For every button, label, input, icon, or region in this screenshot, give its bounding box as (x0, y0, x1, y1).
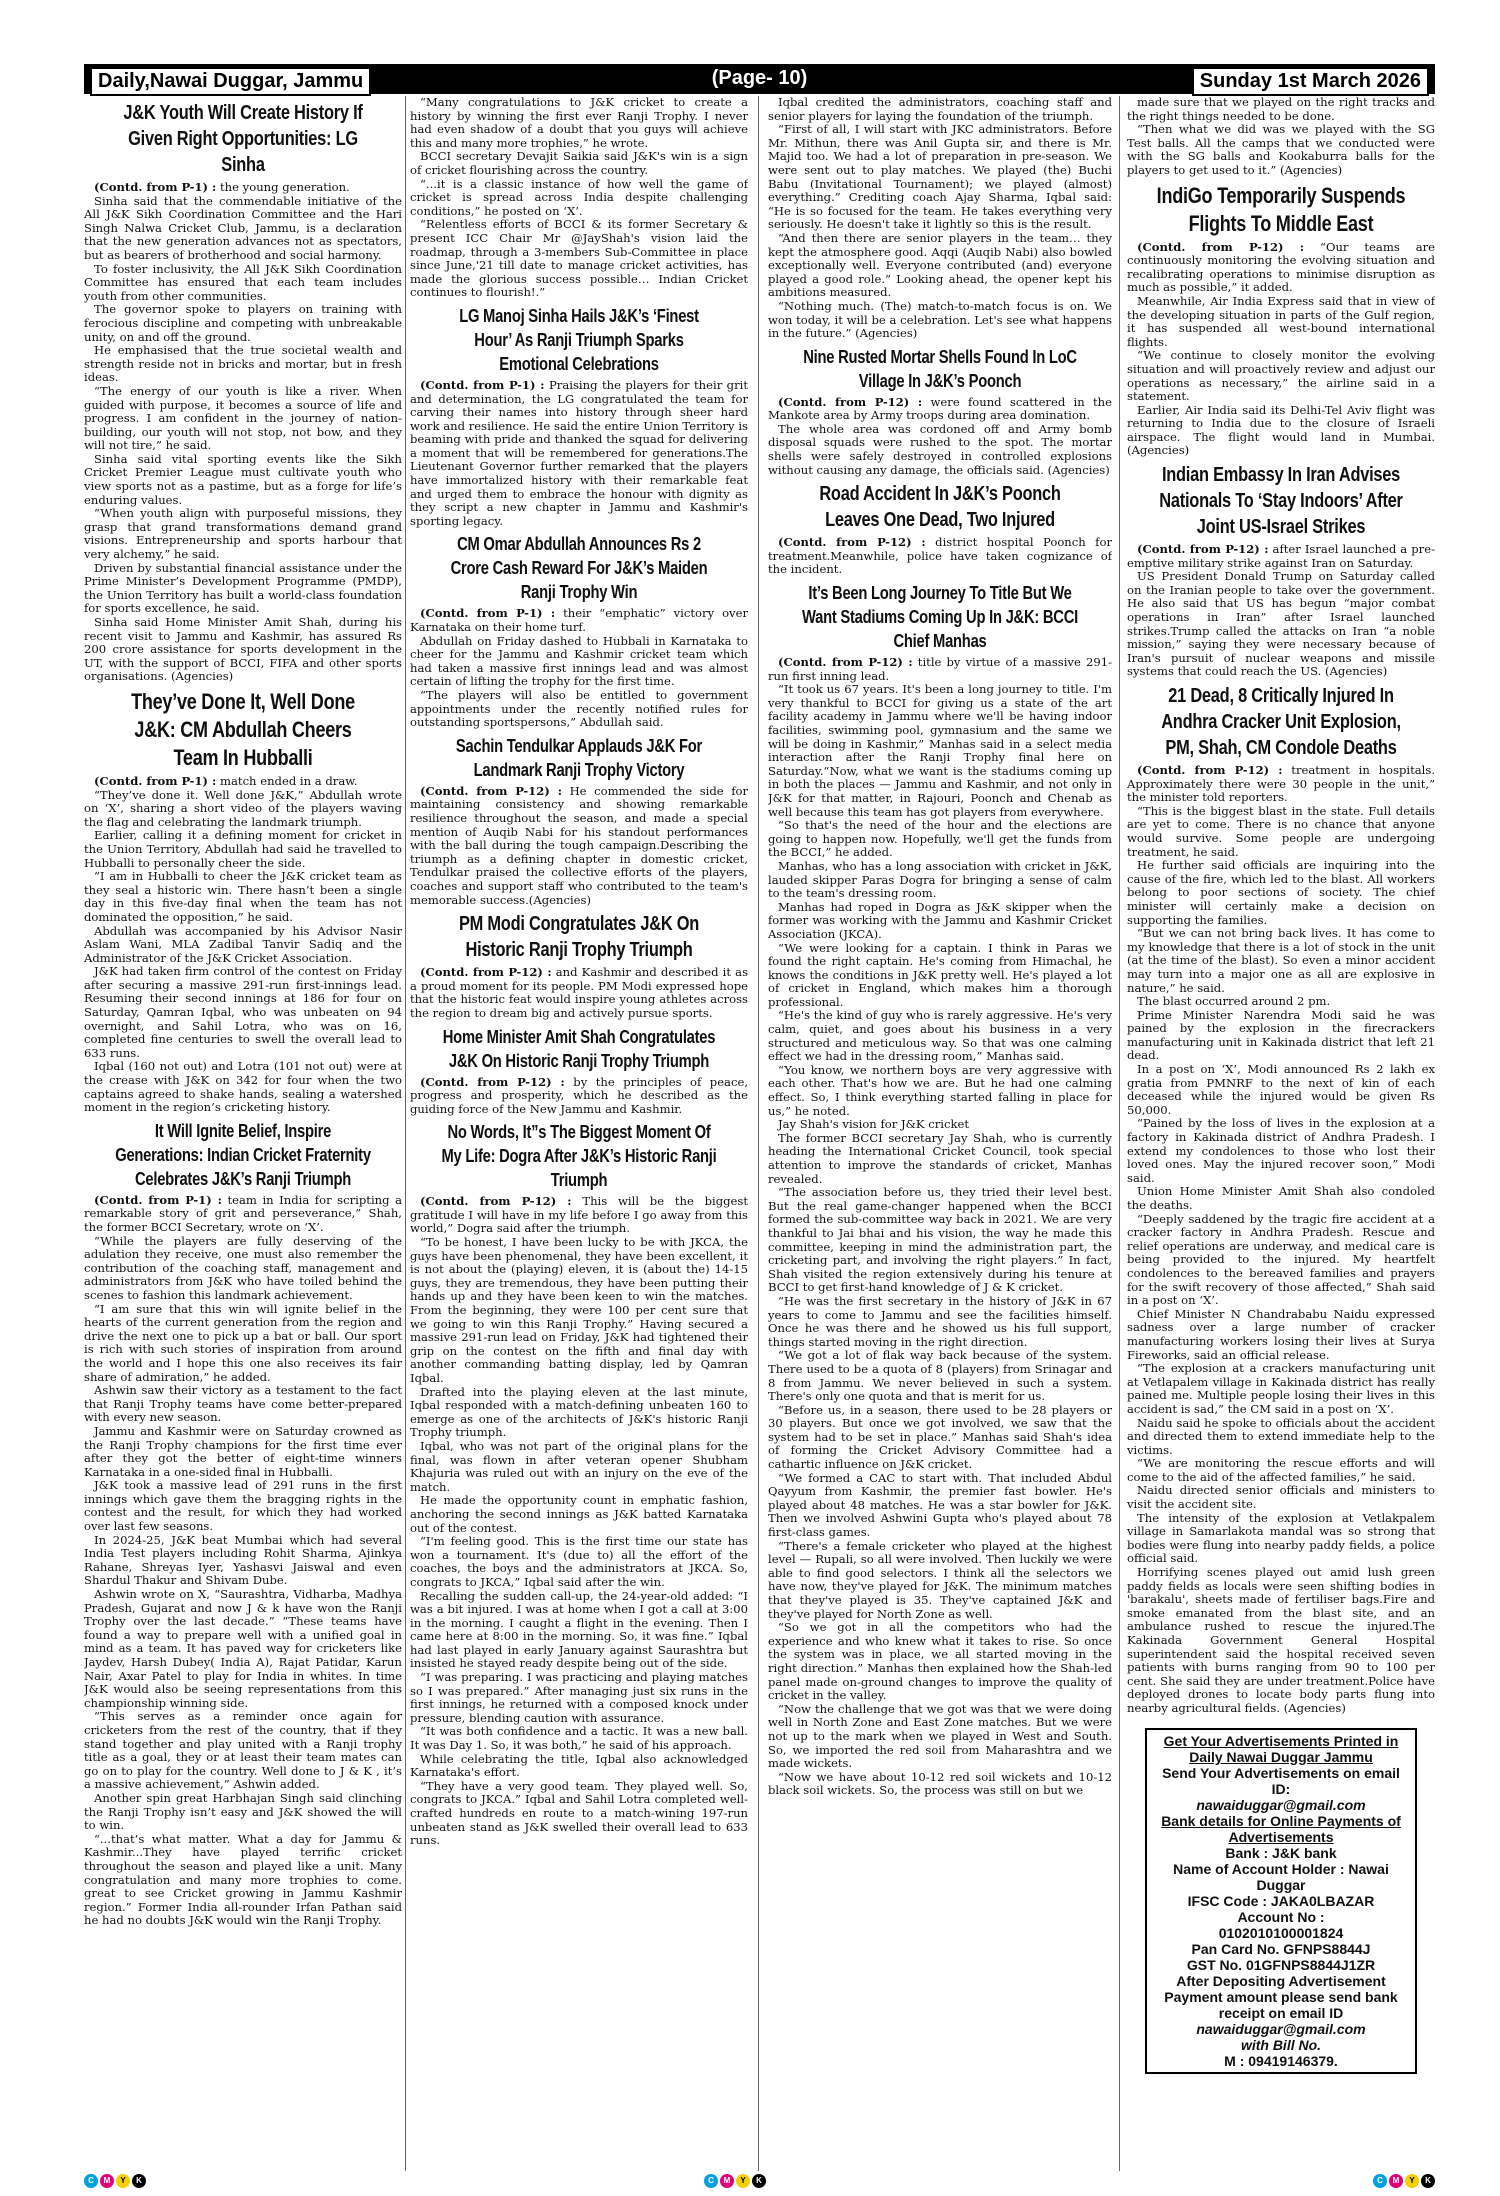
paragraph: “So we got in all the competitors who had the experience and who knew what it takes to rise. So once the system was in place, we all started moving in the right direction.” Manhas then explained how the Shah-led panel made on-ground changes to improve the quality of cricket in the valley. (768, 1620, 1112, 1703)
paragraph: J&K took a massive lead of 291 runs in the first innings which gave them the bragging rights in the contest and the result, for which they had worked over last few seasons. (84, 1478, 402, 1534)
paragraph: He emphasised that the true societal wealth and strength reside not in bricks and mortar, but in fresh ideas. (84, 343, 402, 385)
ad-line: Send Your Advertisements on email ID: (1162, 1764, 1400, 1797)
paragraph: “Then what we did was we played with the SG Test balls. All the camps that we conducted were with the SG balls and Kookaburra balls for the players to get used to it.” (Agencies) (1127, 122, 1435, 177)
paragraph: “Before us, in a season, there used to be 28 players or 30 players. But once we got involved, we saw that the system had to be set in place.” Manhas said Shah's idea of forming the Cricket Advisory Committee had a cathartic influence on J&K cricket. (768, 1402, 1112, 1472)
paragraph: “I was preparing. I was practicing and playing matches so I was prepared.” After managing just six runs in the first innings, he returned with a composed knock under pressure, blending caution with assurance. (410, 1670, 748, 1725)
paragraph: Iqbal (160 not out) and Lotra (101 not out) were at the crease with J&K on 342 for four when the two captains agreed to shake hands, sealing a watershed moment in the region’s cricketing history. (84, 1059, 402, 1115)
paragraph: The whole area was cordoned off and Army bomb disposal squads were rushed to the spot. The mortar shells were safely destroyed in controlled explosions without causing any damage, the officials said. (Agencies) (768, 421, 1112, 477)
paragraph: Abdullah was accompanied by his Advisor Nasir Aslam Wani, MLA Zadibal Tanvir Sadiq and the Administrator of the J&K Cricket Association. (84, 923, 402, 965)
headline-dogra-biggest-moment: No Words, It”s The Biggest Moment Of My Life: Dogra After J&K’s Historic Ranji Triumph (441, 1122, 717, 1191)
headline-bcci-chief-manhas: It’s Been Long Journey To Title But We Want Stadiums Coming Up In J&K: BCCI Chief Manhas (802, 583, 1078, 652)
headline-amit-shah: Home Minister Amit Shah Congratulates J&K On Historic Ranji Trophy Triumph (442, 1026, 716, 1071)
paragraph: “First of all, I will start with JKC administrators. Before Mr. Mithun, there was Anil Gupta sir, and there is Mr. Majid too. We had a lot of preparation in pre-season. We were sent out to play matches. We played (the) Buchi Babu (Invitational Tournament); we played (almost) everything.” Crediting coach Ajay Sharma, Iqbal said: “He is so focused for the team. He takes everything very seriously. He doesn't take it lightly so this is the result. (768, 122, 1112, 232)
paragraph: He commended the side for maintaining consistency and showing remarkable resilience throughout the season, and made a special mention of Auqib Nabi for his standout performances with the ball during the tough campaign.Describing the triumph as a defining chapter in domestic cricket, Tendulkar praised the collective efforts of the players, coaches and support staff who contributed to the team's memorable success.(Agencies) (410, 783, 748, 907)
paragraph: “They have a very good team. They played well. So, congrats to JKCA.” Iqbal and Sahil Lotra completed well-crafted hundreds en route to a match-wining 197-run unbeaten stand as J&K swelled their overall lead to 633 runs. (410, 1778, 748, 1848)
paragraph: “When youth align with purposeful missions, they grasp that grand transformations demand grand visions. Entrepreneurship and sports harbour that very alchemy,” he said. (84, 506, 402, 562)
paragraph: Abdullah on Friday dashed to Hubbali in Karnataka to cheer for the Jammu and Kashmir cricket team which had taken a massive first innings lead and was almost certain of lifting the trophy for the first time. (410, 633, 748, 689)
contd-label: (Contd. from P-12) : (420, 1074, 565, 1089)
ad-line: Bank details for Online Payments of Advertisements (1161, 1812, 1401, 1845)
column-3 (768, 96, 1112, 2171)
paragraph: Union Home Minister Amit Shah also condoled the deaths. (1127, 1184, 1435, 1212)
ad-line: Get Your Advertisements Printed in (1163, 1732, 1399, 1749)
paragraph: “I am sure that this win will ignite belief in the hearts of the current generation from the region and drive the next one to pick up a bat or ball. Our sport is rich with such stories of inspiration from around the world and I hope this one also receives its fair share of admiration,” he added. (84, 1301, 402, 1384)
cyan-mark-icon: C (1373, 2174, 1387, 2188)
paragraph: He made the opportunity count in emphatic fashion, anchoring the second innings as J&K batted Karnataka out of the contest. (410, 1493, 748, 1535)
paragraph: Praising the players for their grit and determination, the LG congratulated the team for carving their names into history through sheer hard work and resilience. He said the entire Union Territory is beaming with pride and thanked the squad for delivering a moment that will be remembered for generations.The Lieutenant Governor further remarked that the players have immortalized history with their remarkable feat and urged them to embrace the honour with dignity as they script a new chapter in Jammu and Kashmir's sporting legacy. (410, 377, 748, 528)
headline-lg-sinha-youth: J&K Youth Will Create History If Given Right Opportunities: LG Sinha (123, 102, 363, 176)
paragraph: “Our teams are continuously monitoring the evolving situation and recalibrating operations to minimise disruption as much as possible,” it added. (1127, 239, 1435, 295)
paragraph: Earlier, Air India said its Delhi-Tel Aviv flight was returning to India due to the closure of Israeli airspace. The flight would land in Mumbai. (Agencies) (1127, 402, 1435, 458)
paragraph: In 2024-25, J&K beat Mumbai which had several India Test players including Rohit Sharma, Ajinkya Rahane, Shreyas Iyer, Yashasvi Jaiswal and even Shardul Thakur and Shivam Dube. (84, 1532, 402, 1588)
paragraph: “We formed a CAC to start with. That included Abdul Qayyum from Kashmir, the premier fast bowler. He's played about 48 matches. He was a star bowler for J&K. Then we involved Ashwini Gupta who's played about 78 first-class games. (768, 1470, 1112, 1540)
paragraph: “We got a lot of flak way back because of the system. There used to be a quota of 8 (players) from Srinagar and 8 from Jammu. We never believed in such a system. There's only one quota and that is merit for us. (768, 1348, 1112, 1404)
paragraph: “It was both confidence and a tactic. It was a new ball. It was Day 1. So, it was both,” he said of his approach. (410, 1724, 748, 1753)
ad-line: IFSC Code : JAKA0LBAZAR (1187, 1892, 1375, 1909)
column-divider (405, 96, 406, 2171)
paragraph: “The explosion at a crackers manufacturing unit at Vetlapalem village in Kakinada district has really pained me. Multiple people losing their lives in this accident is sad,” the CM said in a post on ‘X’. (1127, 1361, 1435, 1416)
paragraph: Prime Minister Narendra Modi said he was pained by the explosion in the firecrackers manufacturing unit in Kakinada district that left 21 dead. (1127, 1007, 1435, 1063)
paragraph: “I am in Hubballi to cheer the J&K cricket team as they seal a historic win. There hasn’t been a single day in this five-day final when the team has not dominated the opposition,” he said. (84, 869, 402, 924)
headline-cricket-fraternity: It Will Ignite Belief, Inspire Generations: Indian Cricket Fraternity Celebrates J&K’s Ranji Triumph (115, 1120, 371, 1189)
contd-label: (Contd. from P-1) : (420, 606, 556, 621)
paragraph: “The energy of our youth is like a river. When guided with purpose, it becomes a source of life and progress. I am confident in the journey of nation-building, our youth will not stop, not bow, and they will not tire,” he said. (84, 383, 402, 453)
paragraph: “Nothing much. (The) match-to-match focus is on. We won today, it will be a celebration. Let's see what happens in the future.” (Agencies) (768, 298, 1112, 341)
paragraph: “We are monitoring the rescue efforts and will come to the aid of the affected families,” he said. (1127, 1456, 1435, 1484)
paragraph: “Now the challenge that we got was that we were doing well in North Zone and East Zone matches. But we were not up to the mark when we played in West and South. So, we imported the red soil from Maharashtra and we made wickets. (768, 1701, 1112, 1771)
headline-pm-modi: PM Modi Congratulates J&K On Historic Ranji Trophy Triumph (458, 913, 700, 962)
contd-label: (Contd. from P-1) : (94, 180, 217, 194)
newspaper-name: Daily,Nawai Duggar, Jammu (90, 67, 371, 96)
paragraph: Earlier, calling it a defining moment for cricket in the Union Territory, Abdullah had said he travelled to Hubballi to personally cheer the side. (84, 828, 402, 870)
headline-mortar-shells: Nine Rusted Mortar Shells Found In LoC Village In J&K’s Poonch (803, 346, 1077, 391)
column-divider (1119, 96, 1120, 2171)
advertisement-box (1145, 1728, 1417, 2074)
paragraph: “Relentless efforts of BCCI & its former Secretary & present ICC Chair Mr @JayShah's vision laid the roadmap, through a 3-members Sub-Committee in place since June,'21 till date to manage cricket activities, has made the glorious success possible… Indian Cricket continues to flourish!.” (410, 217, 748, 300)
magenta-mark-icon: M (720, 2174, 734, 2188)
paragraph: made sure that we played on the right tracks and the right things needed to be done. (1127, 96, 1435, 123)
paragraph: “This serves as a reminder once again for cricketers from the rest of the country, that if they stand together and play united with a Ranji trophy title as a goal, they or at least their team mates can go on to play for the country. Well done to J & K , it’s a massive achievement,” Ashwin added. (84, 1709, 402, 1792)
paragraph: Ashwin saw their victory as a testament to the fact that Ranji Trophy teams have come better-prepared with every new season. (84, 1383, 402, 1425)
page-number: (Page- 10) (711, 67, 808, 89)
paragraph: Sinha said that the commendable initiative of the All J&K Sikh Coordination Committee and the Hari Singh Nalwa Cricket Club, Jammu, is a declaration that the new generation advances not as spectators, but as bearers of brotherhood and social harmony. (84, 193, 402, 262)
ad-email: nawaiduggar@gmail.com (1196, 1796, 1366, 1813)
paragraph: “Now we have about 10-12 red soil wickets and 10-12 black soil wickets. So, the process was still on but we (768, 1769, 1112, 1798)
contd-label: (Contd. from P-12) : (778, 535, 926, 550)
contd-label: (Contd. from P-12) : (420, 965, 552, 980)
paragraph: He further said officials are inquiring into the cause of the fire, which led to the blast. All workers belong to poor sections of society. The chief minister will certainly make a decision on supporting the families. (1127, 858, 1435, 927)
paragraph: Drafted into the playing eleven at the last minute, Iqbal responded with a match-defining unbeaten 160 to emerge as one of the architects of J&K's historic Ranji Trophy triumph. (410, 1384, 748, 1440)
paragraph: Driven by substantial financial assistance under the Prime Minister’s Development Programme (PMDP), the Union Territory has built a world-class foundation for sports excellence, he said. (84, 560, 402, 616)
paragraph: team in India for scripting a remarkable story of grit and perseverance,” Shah, the former BCCI Secretary, wrote on ‘X’. (84, 1192, 402, 1234)
yellow-mark-icon: Y (736, 2174, 750, 2188)
paragraph: “He's the kind of guy who is rarely aggressive. He's very calm, quiet, and goes about his business in a very structured and meticulous way. So that was one calming effect we had in the dressing room,” Manhas said. (768, 1008, 1112, 1064)
cyan-mark-icon: C (704, 2174, 718, 2188)
paragraph: their “emphatic” victory over Karnataka on their home turf. (410, 606, 748, 635)
ad-line: Bank : J&K bank (1225, 1844, 1337, 1861)
paragraph: were found scattered in the Mankote area by Army troops during area domination. (768, 394, 1112, 423)
paragraph: “...it is a classic instance of how well the game of cricket is spread across India despite challenging conditions,” he posted on ‘X’. (410, 176, 748, 218)
column-4 (1127, 96, 1435, 2171)
paragraph: “It took us 67 years. It's been a long journey to title. I'm very thankful to BCCI for giving us a state of the art facility academy in Jammu where we'll be having indoor facilities, swimming pool, gymnasium and the same we will be doing in Kashmir,” Manhas said in a select media interaction after the Ranji Trophy final here on Saturday.“Now, what we want is the stadiums coming up in both the places — Jammu and Kashmir, and not only in J&K for that matter, in Rajouri, Poonch and Chenab as well because this team has got players from everywhere. (768, 682, 1112, 819)
ad-line: GST No. 01GFNPS8844J1ZR (1186, 1956, 1376, 1973)
contd-label: (Contd. from P-1) : (94, 1192, 222, 1207)
paragraph: “You know, we northern boys are very aggressive with each other. That's how we are. But he had one calming effect. So, I think everything started falling in place for us,” he noted. (768, 1062, 1112, 1118)
ad-line: Pan Card No. GFNPS8844J (1191, 1940, 1371, 1957)
cmyk-marks-right (1373, 2174, 1435, 2188)
headline-andhra-explosion: 21 Dead, 8 Critically Injured In Andhra Cracker Unit Explosion, PM, Shah, CM Condole Deaths (1161, 685, 1401, 759)
paragraph: Jammu and Kashmir were on Saturday crowned as the Ranji Trophy champions for the first time ever after they got the better of eight-time winners Karnataka in a one-sided final in Hubballi. (84, 1423, 402, 1479)
headline-lg-finest-hour: LG Manoj Sinha Hails J&K’s ‘Finest Hour’ As Ranji Triumph Sparks Emotional Celebrations (459, 305, 699, 374)
black-mark-icon: K (1421, 2174, 1435, 2188)
paragraph: The intensity of the explosion at Vetlakpalem village in Samarlakota mandal was so strong that bodies were flung into nearby paddy fields, a police official said. (1127, 1510, 1435, 1566)
ad-line: Name of Account Holder : Nawai Duggar (1173, 1860, 1389, 1893)
paragraph: Iqbal credited the administrators, coaching staff and senior players for laying the foundation of the triumph. (768, 96, 1112, 123)
paragraph: The governor spoke to players on training with ferocious discipline and competing with unbreakable unity, on and off the ground. (84, 302, 402, 344)
cmyk-marks-left (84, 2174, 146, 2188)
paragraph: the young generation. (220, 180, 350, 194)
paragraph: “The association before us, they tried their level best. But the real game-changer happened when the BCCI formed the sub-committee way back in 2021. We are very thankful to Jai bhai and his vision, the way he made this committee, keeping in mind the administration part, the cricketing part, and involving the right players.” In fact, Shah visited the region extensively during his tenure at BCCI to get first-hand knowledge of J & K cricket. (768, 1185, 1112, 1295)
paragraph: In a post on ‘X’, Modi announced Rs 2 lakh ex gratia from PMNRF to the next of kin of each deceased while the injured would be given Rs 50,000. (1127, 1062, 1435, 1117)
paragraph: “Pained by the loss of lives in the explosion at a factory in Kakinada district of Andhra Pradesh. I extend my condolences to those who lost their loved ones. May the injured recover soon,” Modi said. (1127, 1116, 1435, 1185)
paragraph: title by virtue of a massive 291-run first inning lead. (768, 655, 1112, 683)
headline-cm-abdullah-cheers: They’ve Done It, Well Done J&K: CM Abdullah Cheers Team In Hubballi (131, 688, 355, 770)
paragraph: Naidu directed senior officials and ministers to visit the accident site. (1127, 1483, 1435, 1512)
paragraph: J&K had taken firm control of the contest on Friday after securing a massive 291-run first-innings lead. Resuming their second innings at 186 for four on Saturday, Qamran Iqbal, who was unbeaten on 94 overnight, and Sahil Lotra, who was on 16, completed fine centuries to swell the overall lead to 633 runs. (84, 964, 402, 1060)
ad-line: Daily Nawai Duggar Jammu (1189, 1748, 1373, 1765)
column-divider (758, 96, 759, 2171)
yellow-mark-icon: Y (116, 2174, 130, 2188)
ad-phone: M : 09419146379. (1224, 2052, 1338, 2069)
contd-label: (Contd. from P-12) : (778, 394, 923, 409)
paragraph: Jay Shah's vision for J&K cricket (778, 1117, 970, 1132)
paragraph: “He was the first secretary in the history of J&K in 67 years to come to Jammu and see the facilities himself. Once he was there and he showed us his full support, things started moving in the right direction. (768, 1293, 1112, 1349)
ad-line: with Bill No. (1240, 2036, 1322, 2053)
paragraph: treatment in hospitals. Approximately there were 30 people in the unit,” the minister told reporters. (1127, 763, 1435, 805)
paragraph: “But we can not bring back lives. It has come to my knowledge that there is a lot of stock in the unit (at the time of the blast). So even a minor accident may turn into a major one as all are explosive in nature,” he said. (1127, 926, 1435, 995)
footer-registration-marks (84, 2174, 1435, 2190)
headline-cash-reward: CM Omar Abdullah Announces Rs 2 Crore Cash Reward For J&K’s Maiden Ranji Trophy Win (450, 534, 708, 603)
paragraph: This will be the biggest gratitude I will have in my life before I go away from this world,” Dogra said after the triumph. (410, 1194, 748, 1236)
ad-account-number: 0102010100001824 (1218, 1924, 1344, 1941)
yellow-mark-icon: Y (1405, 2174, 1419, 2188)
paragraph: Iqbal, who was not part of the original plans for the final, was flown in after veteran opener Shubham Khajuria was ruled out with an injury on the eve of the match. (410, 1438, 748, 1494)
ad-line: After Depositing Advertisement Payment amount please send bank receipt on email ID (1164, 1972, 1398, 2021)
paragraph: “And then there are senior players in the team… they kept the atmosphere good. Aqqi (Auqib Nabi) also bowled exceptionally well. Everyone contributed (and) everyone played a good role.” Looking ahead, the opener kept his ambitions measured. (768, 230, 1112, 300)
ad-line: Account No : (1237, 1908, 1325, 1925)
paragraph: BCCI secretary Devajit Saikia said J&K's win is a sign of cricket flourishing across the country. (410, 149, 748, 177)
headline-indian-embassy-iran: Indian Embassy In Iran Advises Nationals To ‘Stay Indoors’ After Joint US-Israel Strikes (1159, 464, 1403, 539)
paragraph: Sinha said vital sporting events like the Sikh Cricket Premier League must cultivate youth who view sports not as a pastime, but as a forge for life’s enduring values. (84, 451, 402, 507)
headline-sachin-applauds: Sachin Tendulkar Applauds J&K For Landmark Ranji Trophy Victory (455, 735, 703, 780)
paragraph: The former BCCI secretary Jay Shah, who is currently heading the International Cricket Council, took special attention to improve the standards of cricket, Manhas revealed. (768, 1130, 1112, 1186)
contd-label: (Contd. from P-12) : (778, 655, 913, 670)
paragraph: “To be honest, I have been lucky to be with JKCA, the guys have been phenomenal, they have been excellent, it is not about the (playing) eleven, it is (about the) 14-15 guys, they are tremendous, they have been putting their hands up and they have been keen to win the matches. From the beginning, they were 100 per cent sure that we going to win this Ranji Trophy.” Having secured a massive 291-run lead on Friday, J&K had tightened their grip on the contest on the fifth and final day with another commanding batting display, led by Qamran Iqbal. (410, 1235, 748, 1385)
paragraph: “...that’s what matter. What a day for Jammu & Kashmir...They have played terrific cricket throughout the season and played like a unit. Many congratulation and many more trophies to come. great to see Cricket growing in Jammu Kashmir region.” Former India all-rounder Irfan Pathan said he had no doubts J&K would win the Ranji Trophy. (84, 1831, 402, 1928)
paragraph: “While the players are fully deserving of the adulation they receive, one must also remember the contribution of the coaching staff, management and administrators from J&K who have toiled behind the scenes to fashion this landmark achievement. (84, 1233, 402, 1302)
magenta-mark-icon: M (100, 2174, 114, 2188)
paragraph: Recalling the sudden call-up, the 24-year-old added: “I was a bit injured. I was at home when I got a call at 3:00 in the morning. I caught a flight in the evening. Then I came here at 8:00 in the morning. So, it was fine.” Iqbal had last played in early January against Saurashtra but insisted he stayed ready despite being out of the side. (410, 1588, 748, 1671)
paragraph: “The players will also be entitled to government appointments under the recently notified rules for outstanding sportspersons,” Abdullah said. (410, 688, 748, 730)
publication-date: Sunday 1st March 2026 (1192, 67, 1429, 96)
paragraph: “We were looking for a captain. I think in Paras we found the right captain. He's coming from Himachal, he knows the conditions in J&K pretty well. He's played a lot of cricket in England, which makes him a thorough professional. (768, 940, 1112, 1009)
cmyk-marks-center (704, 2174, 766, 2188)
paragraph: “I'm feeling good. This is the first time our state has won a tournament. It's (due to) all the effort of the coaches, the boys and the administrators at JKCA. So, congrats to JKCA,” Iqbal said after the win. (410, 1534, 748, 1589)
paragraph: “Deeply saddened by the tragic fire accident at a cracker factory in Andhra Pradesh. Rescue and relief operations are underway, and medical care is being provided to the injured. My heartfelt condolences to the bereaved families and prayers for the swift recovery of those affected,” Shah said in a post on ‘X’. (1127, 1211, 1435, 1308)
contd-label: (Contd. from P-12) : (1137, 542, 1269, 557)
paragraph: Ashwin wrote on X, “Saurashtra, Vidharba, Madhya Pradesh, Gujarat and now J & k have won the Ranji Trophy over the last decade.” “These teams have found a way to prepare well with a unified goal in mind as a team. It has paved way for cricketers like Jaydev, Harsh Dubey( India A), Rajat Patidar, Karun Nair, Axar Patel to play for India in whites. In time J&K would also be seeing representations from this championship winning side. (84, 1587, 402, 1710)
paragraph: and Kashmir and described it as a proud moment for its people. PM Modi expressed hope that the historic feat would inspire young athletes across the region to dream big and actively pursue sports. (410, 965, 748, 1020)
paragraph: by the principles of peace, progress and prosperity, which he described as the guiding force of the New Jammu and Kashmir. (410, 1074, 748, 1116)
paragraph: Manhas, who has a long association with cricket in J&K, lauded skipper Paras Dogra for bringing a sense of calm to the team's dressing room. (768, 858, 1112, 901)
masthead (84, 64, 1435, 94)
contd-label: (Contd. from P-1) : (420, 377, 545, 392)
paragraph: Chief Minister N Chandrababu Naidu expressed sadness over a large number of cracker manufacturing workers losing their lives at Surya Fireworks, said an official release. (1127, 1306, 1435, 1362)
paragraph: after Israel launched a pre-emptive military strike against Iran on Saturday. (1127, 542, 1435, 570)
paragraph: “Many congratulations to J&K cricket to create a history by winning the first ever Ranji Trophy. I never had even shadow of a doubt that you guys will achieve this and many more trophies,” he wrote. (410, 96, 748, 150)
black-mark-icon: K (752, 2174, 766, 2188)
paragraph: Horrifying scenes played out amid lush green paddy fields as locals were seen shifting bodies in 'barakalu', sheets made of fertiliser bags.Fire and smoke emanated from the blast site, and an ambulance rushed to rescue the injured.The Kakinada Government General Hospital superintendent said the hospital received seven patients with burns ranging from 90 to 100 per cent. She said they are under treatment.Police have deployed drones to locate body parts flung into nearby agricultural fields. (Agencies) (1127, 1565, 1435, 1715)
column-2 (410, 96, 748, 2171)
contd-label: (Contd. from P-12) : (420, 783, 562, 798)
contd-label: (Contd. from P-1) : (94, 773, 217, 788)
paragraph: “We continue to closely monitor the evolving situation and will proactively review and adjust our operations as necessary,” the airline said in a statement. (1127, 348, 1435, 404)
paragraph: “This is the biggest blast in the state. Full details are yet to come. There is no chance that anyone would survive. Some people are undergoing treatment, he said. (1127, 803, 1435, 859)
paragraph: Meanwhile, Air India Express said that in view of the developing situation in parts of the Gulf region, it has suspended all west-bound international flights. (1127, 293, 1435, 349)
column-1 (84, 96, 402, 2171)
ad-email: nawaiduggar@gmail.com (1196, 2020, 1366, 2037)
paragraph: The blast occurred around 2 pm. (1137, 994, 1331, 1009)
cyan-mark-icon: C (84, 2174, 98, 2188)
paragraph: While celebrating the title, Iqbal also acknowledged Karnataka's effort. (410, 1751, 748, 1780)
headline-indigo-suspends: IndiGo Temporarily Suspends Flights To Middle East (1156, 182, 1406, 236)
paragraph: Manhas had roped in Dogra as J&K skipper when the former was working with the Jammu and Kashmir Cricket Association (JKCA). (768, 899, 1112, 941)
paragraph: Sinha said Home Minister Amit Shah, during his recent visit to Jammu and Kashmir, has assured Rs 200 crore assistance for sports development in the UT, with the support of BCCI, FIFA and other sports organisations. (Agencies) (84, 615, 402, 684)
paragraph: US President Donald Trump on Saturday called on the Iranian people to take over the government. He also said that US has begun “major combat operations in Iran” after Israel launched strikes.Trump called the attacks on Iran “a noble mission,” saying they were necessary because of Iran's pursuit of nuclear weapons and missile systems that could reach the US. (Agencies) (1127, 569, 1435, 679)
magenta-mark-icon: M (1389, 2174, 1403, 2188)
paragraph: Naidu said he spoke to officials about the accident and directed them to extend immediate help to the victims. (1127, 1415, 1435, 1457)
black-mark-icon: K (132, 2174, 146, 2188)
paragraph: “There's a female cricketer who played at the highest level — Rupali, so all were involved. Then luckily we were able to find good selectors. I think all the selectors we have now, they've played for J&K. The minimum matches that they've played is 35. They've captained J&K and they've played for North Zone as well. (768, 1538, 1112, 1621)
paragraph: match ended in a draw. (220, 773, 358, 788)
paragraph: Another spin great Harbhajan Singh said clinching the Ranji Trophy isn’t easy and J&K showed the will to win. (84, 1790, 402, 1833)
paragraph: “So that's the need of the hour and the elections are going to happen now. Hopefully, we'll get the funds from the BCCI,” he added. (768, 818, 1112, 860)
contd-label: (Contd. from P-12) : (420, 1194, 572, 1209)
contd-label: (Contd. from P-12) : (1137, 763, 1283, 777)
headline-road-accident: Road Accident In J&K’s Poonch Leaves One Dead, Two Injured (819, 483, 1061, 532)
paragraph: district hospital Poonch for treatment.Meanwhile, police have taken cognizance of the incident. (768, 535, 1112, 577)
contd-label: (Contd. from P-12) : (1137, 239, 1305, 254)
paragraph: To foster inclusivity, the All J&K Sikh Coordination Committee has ensured that each team includes youth from other communities. (84, 261, 402, 303)
paragraph: “They’ve done it. Well done J&K,” Abdullah wrote on ‘X’, sharing a short video of the players waving the flag and celebrating the landmark triumph. (84, 787, 402, 829)
